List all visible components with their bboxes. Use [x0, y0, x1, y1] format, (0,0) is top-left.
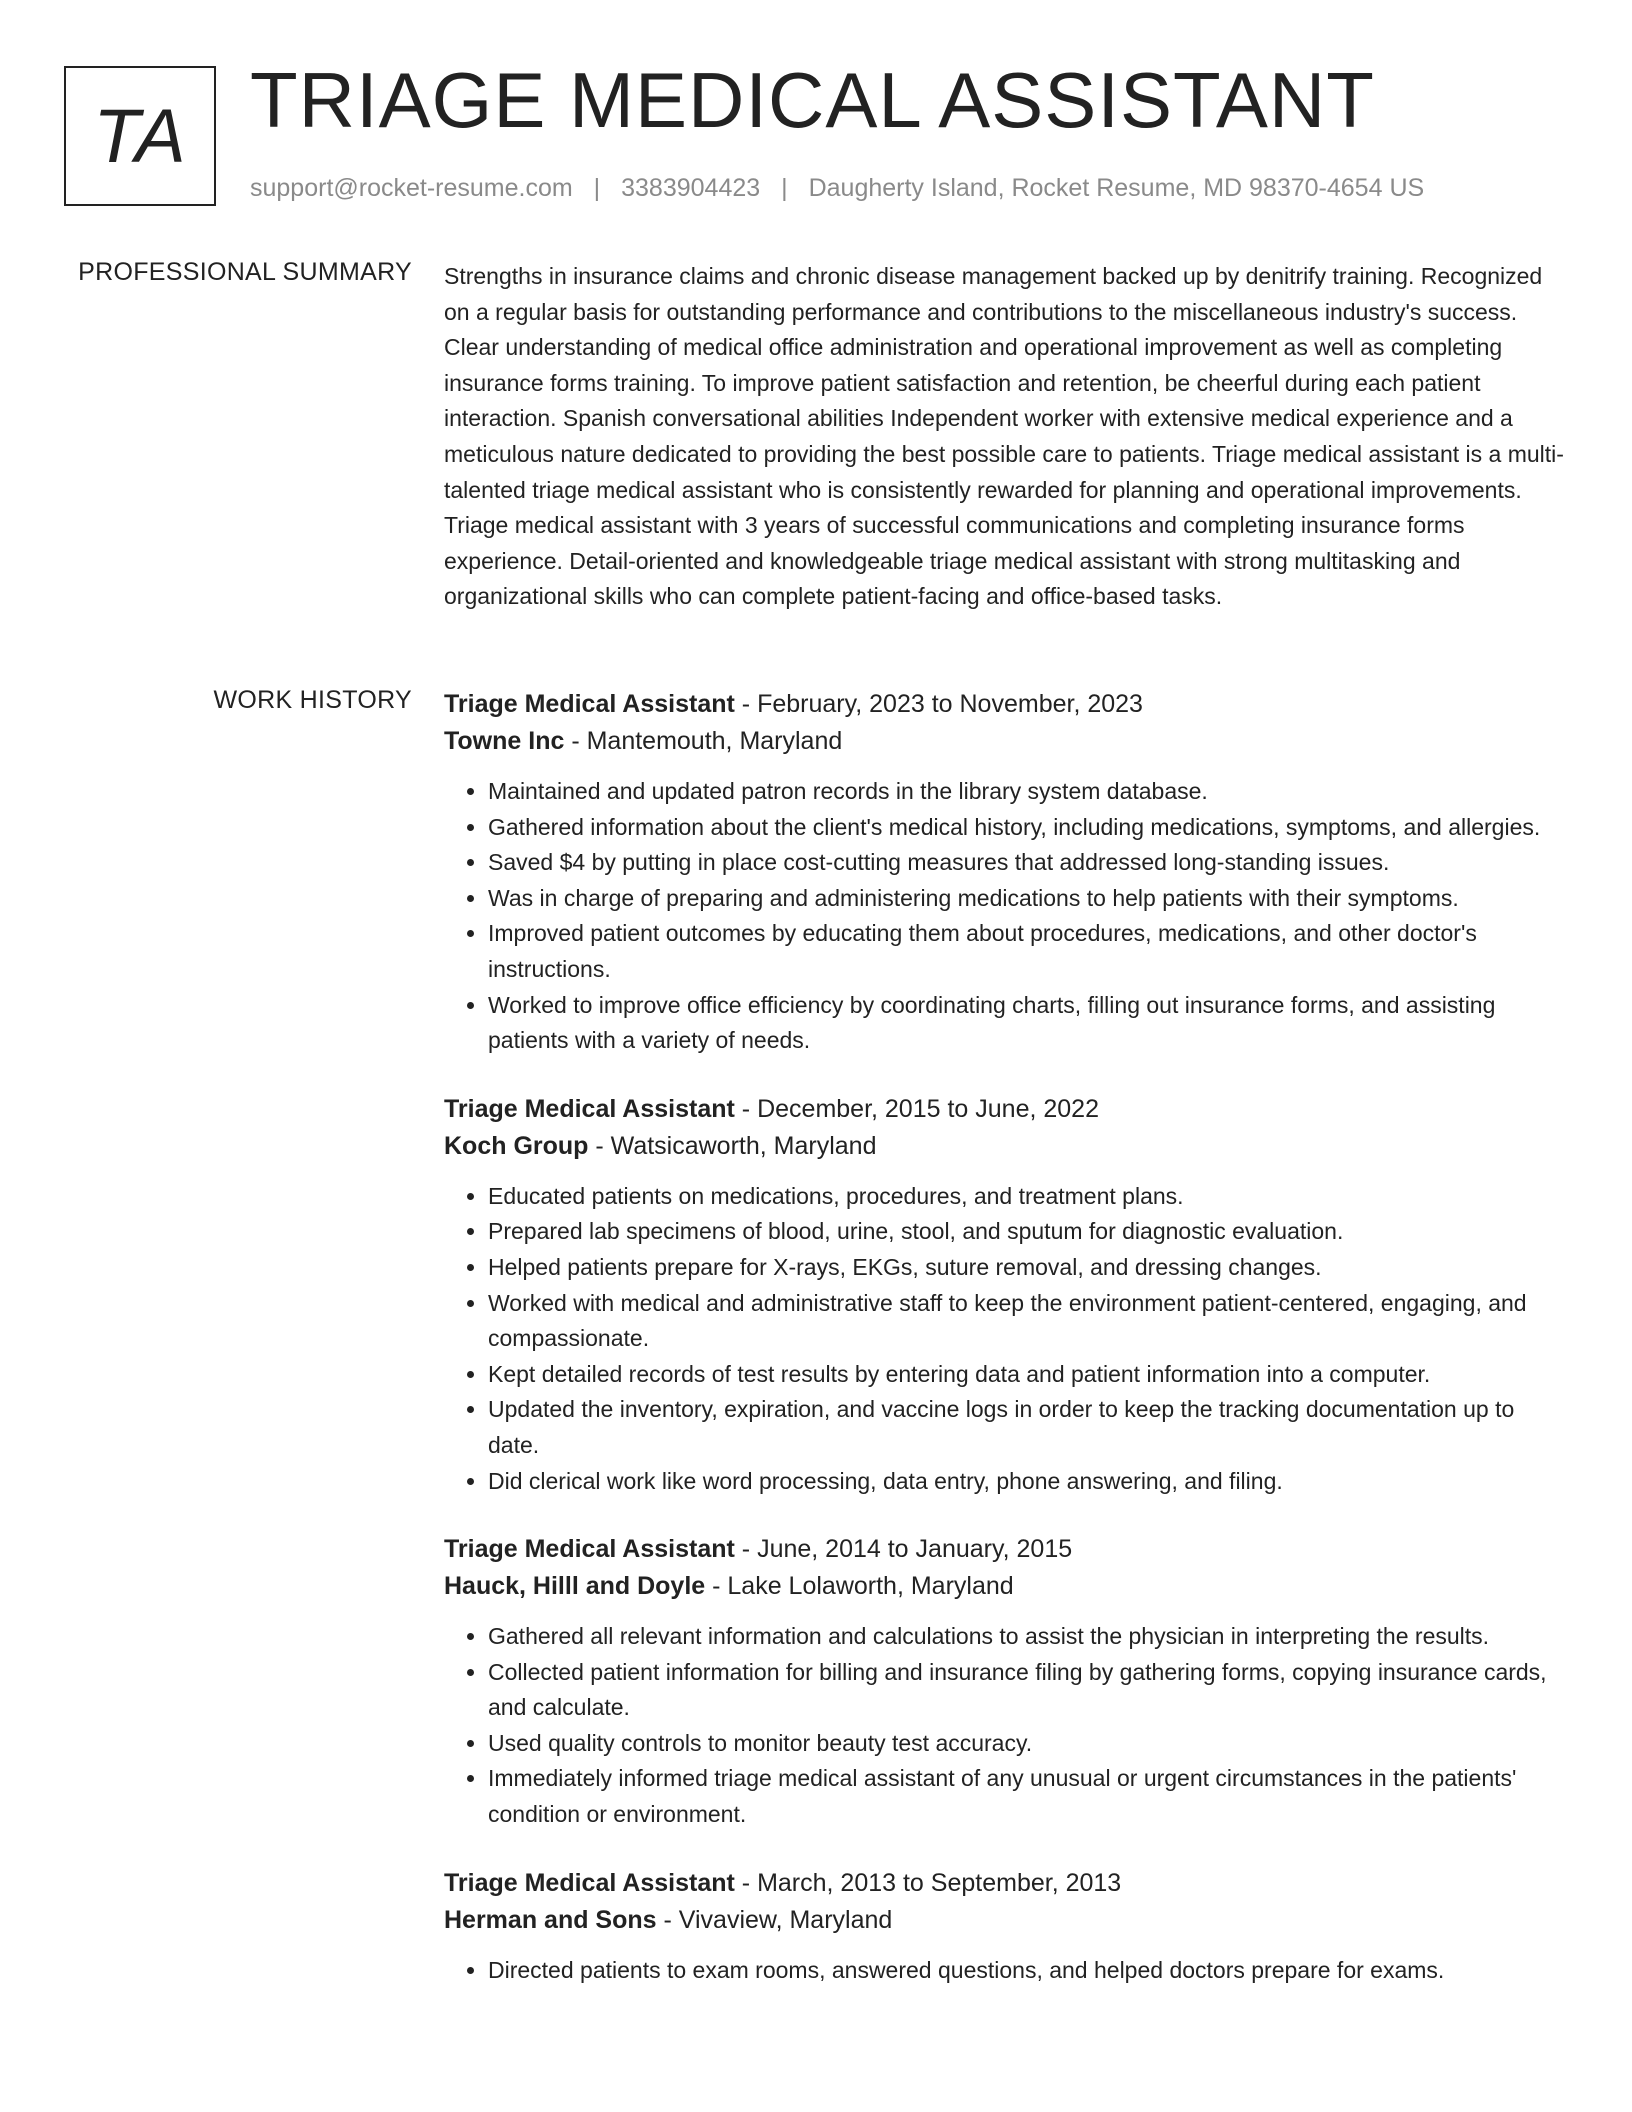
- list-item: • Prepared lab specimens of blood, urine, stool, and sputum for diagnostic evaluation.: [488, 1214, 1564, 1250]
- list-item: • Improved patient outcomes by educating them about procedures, medications, and other doctor's instructions.: [488, 916, 1564, 987]
- job-title: Triage Medical Assistant: [444, 1535, 735, 1564]
- section-heading: WORK HISTORY: [213, 686, 412, 714]
- job-title-line: [444, 1865, 1564, 1902]
- job-entry: [444, 1531, 1564, 1833]
- job-company: Herman and Sons: [444, 1905, 657, 1934]
- list-item: • Helped patients prepare for X-rays, EKGs, suture removal, and dressing changes.: [488, 1250, 1564, 1286]
- job-company-line: [444, 1128, 1564, 1165]
- job-title-line: [444, 686, 1564, 723]
- job-company-line: [444, 1902, 1564, 1939]
- contact-email[interactable]: support@rocket-resume.com: [250, 174, 573, 202]
- job-company-line: [444, 723, 1564, 760]
- job-title: Triage Medical Assistant: [444, 1868, 735, 1897]
- list-item: • Did clerical work like word processing, data entry, phone answering, and filing.: [488, 1464, 1564, 1500]
- list-item: • Gathered information about the client's medical history, including medications, symptoms, and allergies.: [488, 810, 1564, 846]
- job-dates: - June, 2014 to January, 2015: [734, 1535, 1073, 1564]
- section-heading: PROFESSIONAL SUMMARY: [78, 258, 412, 286]
- contact-separator: |: [781, 174, 788, 202]
- list-item: • Immediately informed triage medical assistant of any unusual or urgent circumstances in the patients' condition or environment.: [488, 1761, 1564, 1832]
- page-title: TRIAGE MEDICAL ASSISTANT: [250, 56, 1375, 144]
- job-company: Towne Inc: [444, 727, 565, 755]
- job-title: Triage Medical Assistant: [444, 690, 735, 718]
- job-bullet-list: [444, 1179, 1564, 1499]
- job-bullet-list: [444, 774, 1564, 1059]
- job-location: - Mantemouth, Maryland: [564, 727, 843, 755]
- job-company-line: [444, 1568, 1564, 1605]
- job-company: Koch Group: [444, 1131, 589, 1160]
- job-dates: - February, 2023 to November, 2023: [734, 690, 1143, 718]
- job-title-line: [444, 1091, 1564, 1128]
- job-title-line: [444, 1531, 1564, 1568]
- list-item: • Directed patients to exam rooms, answered questions, and helped doctors prepare for exams.: [488, 1953, 1564, 1989]
- list-item: • Was in charge of preparing and administering medications to help patients with their symptoms.: [488, 881, 1564, 917]
- list-item: • Maintained and updated patron records in the library system database.: [488, 774, 1564, 810]
- list-item: • Collected patient information for billing and insurance filing by gathering forms, copying insurance cards, and calculate.: [488, 1655, 1564, 1726]
- job-entry: [444, 1091, 1564, 1499]
- contact-line: [250, 174, 1424, 203]
- list-item: • Updated the inventory, expiration, and vaccine logs in order to keep the tracking documentation up to date.: [488, 1392, 1564, 1463]
- list-item: • Worked with medical and administrative staff to keep the environment patient-centered, engaging, and compassionate.: [488, 1286, 1564, 1357]
- list-item: • Educated patients on medications, procedures, and treatment plans.: [488, 1179, 1564, 1215]
- list-item: • Kept detailed records of test results by entering data and patient information into a computer.: [488, 1357, 1564, 1393]
- job-dates: - December, 2015 to June, 2022: [734, 1094, 1099, 1123]
- list-item: • Worked to improve office efficiency by coordinating charts, filling out insurance forms, and assisting patients with a variety of needs.: [488, 988, 1564, 1059]
- job-company: Hauck, Hilll and Doyle: [444, 1572, 706, 1601]
- job-title: Triage Medical Assistant: [444, 1094, 735, 1123]
- job-bullet-list: [444, 1953, 1564, 1989]
- job-location: - Watsicaworth, Maryland: [588, 1131, 877, 1160]
- list-item: • Saved $4 by putting in place cost-cutting measures that addressed long-standing issues.: [488, 845, 1564, 881]
- work-history-list: [444, 686, 1564, 2020]
- summary-text: Strengths in insurance claims and chronic disease management backed up by denitrify training. Recognized on a regular basis for outstanding performance and contributions to the miscellaneous industry's success. Clear understanding of medical office administration and operational improvement as well as completing insurance forms training. To improve patient satisfaction and retention, be cheerful during each patient interaction. Spanish conversational abilities Independent worker with extensive medical experience and a meticulous nature dedicated to providing the best possible care to patients. Triage medical assistant is a multi-talented triage medical assistant who is consistently rewarded for planning and operational improvements. Triage medical assistant with 3 years of successful communications and completing insurance forms experience. Detail-oriented and knowledgeable triage medical assistant with strong multitasking and organizational skills who can complete patient-facing and office-based tasks.: [444, 263, 1564, 610]
- job-entry: [444, 1865, 1564, 1989]
- job-location: - Vivaview, Maryland: [656, 1905, 893, 1934]
- job-location: - Lake Lolaworth, Maryland: [705, 1572, 1014, 1601]
- contact-separator: |: [593, 174, 601, 202]
- monogram-logo: TA: [64, 66, 216, 206]
- job-bullet-list: [444, 1619, 1564, 1833]
- contact-address: Daugherty Island, Rocket Resume, MD 98370-4654 US: [808, 174, 1425, 202]
- list-item: • Gathered all relevant information and calculations to assist the physician in interpreting the results.: [488, 1619, 1564, 1655]
- job-dates: - March, 2013 to September, 2013: [734, 1868, 1122, 1897]
- contact-phone[interactable]: 3383904423: [621, 174, 761, 202]
- list-item: • Used quality controls to monitor beauty test accuracy.: [488, 1726, 1564, 1762]
- job-entry: [444, 686, 1564, 1059]
